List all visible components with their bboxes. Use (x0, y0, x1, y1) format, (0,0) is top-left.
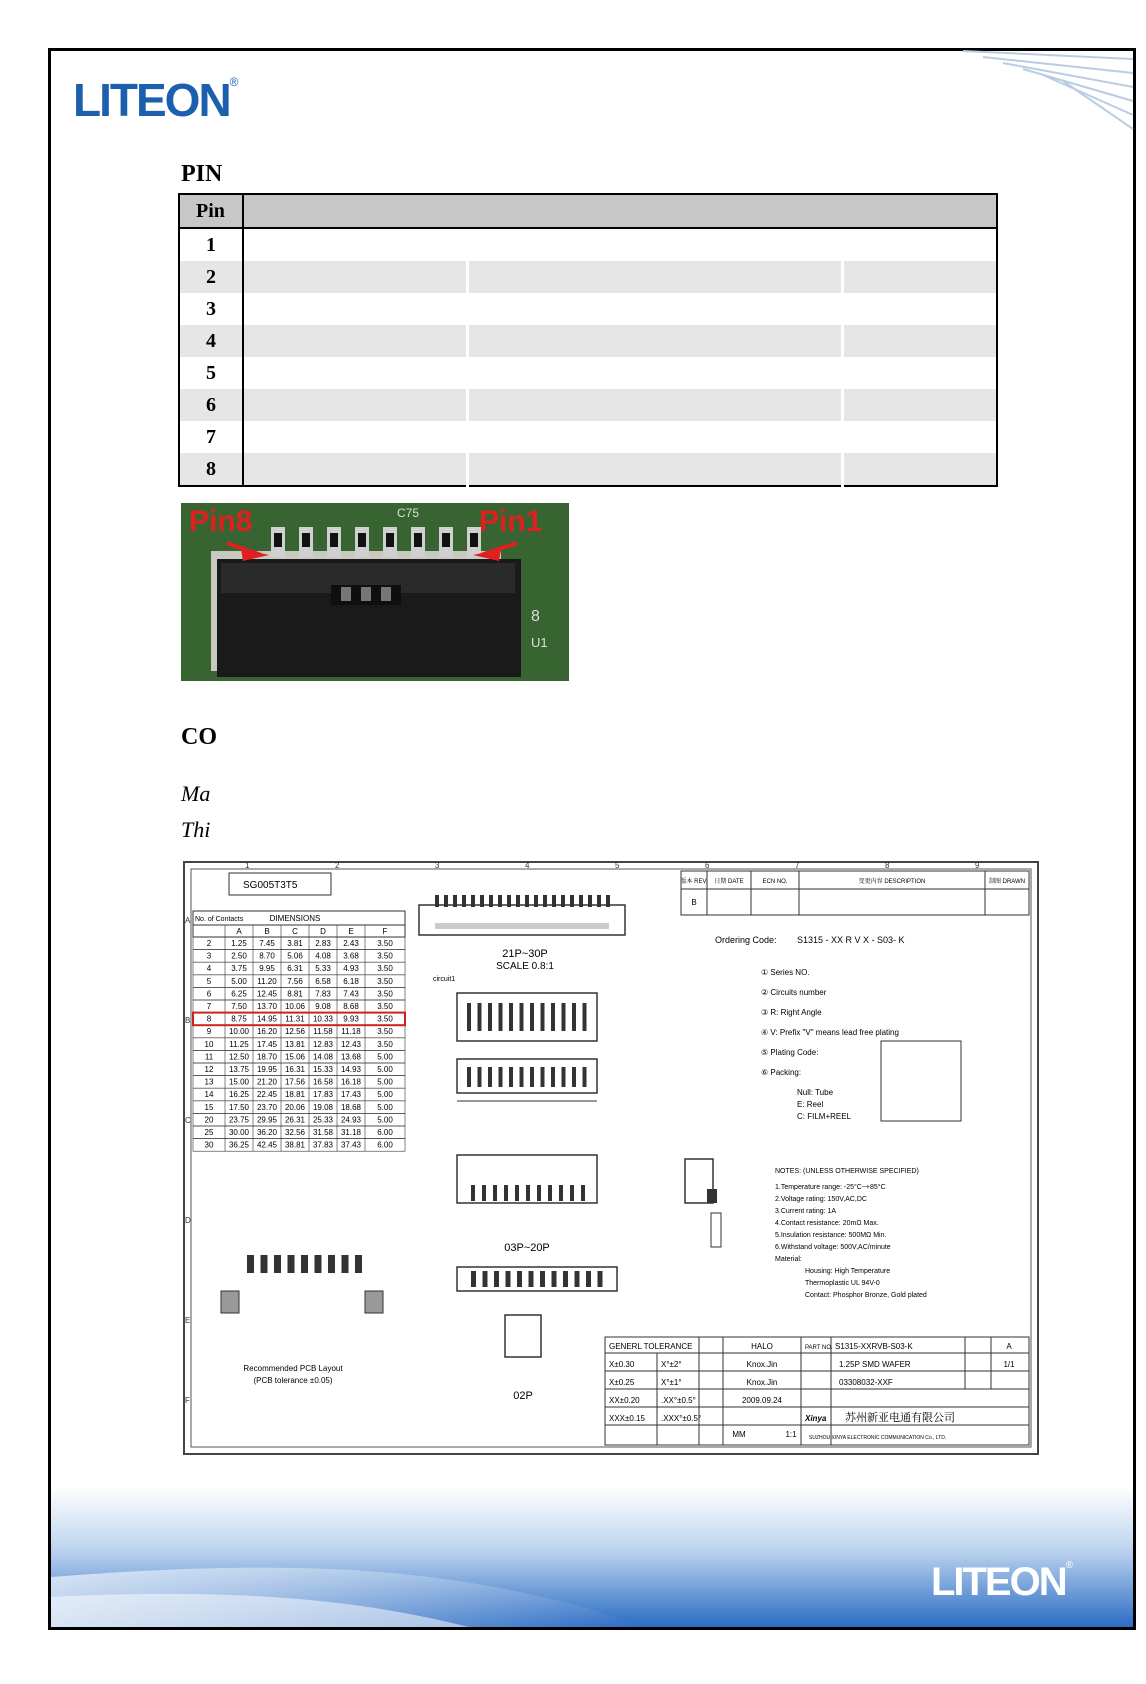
dimension-cell: 13.75 (228, 1065, 250, 1074)
photo-pin8-label: Pin8 (189, 505, 253, 538)
dimension-col-head: D (320, 927, 326, 936)
note-line: 1.Temperature range: -25°C~+85°C (775, 1184, 886, 1191)
dimension-cell: 13 (204, 1077, 214, 1087)
dimension-cell: 4 (206, 964, 212, 974)
dimension-cell: 8.81 (287, 989, 303, 999)
title-block-drawn: HALO (751, 1342, 773, 1351)
ordering-item: ⑥ Packing: (761, 1068, 802, 1077)
connector-line-2: Thi (181, 817, 211, 842)
note-line: 4.Contact resistance: 20mΩ Max. (775, 1220, 879, 1227)
dimension-cell: 24.93 (340, 1115, 362, 1125)
packing-item: Null: Tube (797, 1088, 834, 1097)
top-view-connector (419, 895, 625, 983)
title-block-approved: Knox.Jin (746, 1378, 778, 1387)
logo-registered-mark: ® (229, 75, 239, 89)
note-line: 3.Current rating: 1A (775, 1208, 837, 1215)
dimension-cell: 16.31 (284, 1065, 306, 1074)
header-stripes-decoration (943, 51, 1133, 141)
ordering-item: ④ V: Prefix "V" means lead free plating (761, 1028, 899, 1037)
dimension-cell: 18.68 (340, 1102, 362, 1112)
title-block-title: 1.25P SMD WAFER (839, 1360, 911, 1369)
title-block (605, 1337, 1029, 1445)
dimension-cell: 2 (206, 939, 212, 948)
title-block-part-no: S1315-XXRVB-S03-K (835, 1342, 913, 1351)
tolerance-title: GENERL TOLERANCE (609, 1342, 693, 1351)
note-line: Material: (775, 1256, 802, 1263)
dimension-cell: 14 (204, 1090, 214, 1100)
photo-pin1-label: Pin1 (479, 505, 543, 538)
notes-title: NOTES: (UNLESS OTHERWISE SPECIFIED) (775, 1168, 919, 1175)
ordering-item: ① Series NO. (761, 968, 810, 977)
revision-head: 日期 DATE (714, 879, 744, 885)
dimension-cell: 8.68 (343, 1002, 359, 1011)
footer-logo-text: LITEON (930, 1560, 1066, 1604)
tolerance-angular: X°±1° (661, 1378, 682, 1387)
dimension-cell: 31.58 (312, 1128, 334, 1137)
dimension-cell: 12.56 (284, 1027, 306, 1037)
dimension-cell: 12.50 (228, 1052, 250, 1062)
dimension-cell: 11.20 (257, 976, 277, 986)
svg-text:5: 5 (615, 861, 620, 870)
dimension-cell: 42.45 (256, 1140, 278, 1150)
svg-text:C: C (185, 1116, 191, 1125)
title-block-dwg-no: 03308032-XXF (839, 1378, 893, 1387)
dimension-cell: 20 (204, 1115, 214, 1125)
dimension-cell: 15.00 (228, 1077, 250, 1087)
dimension-cell: 15.33 (312, 1065, 334, 1074)
circuit-label: circuit1 (433, 976, 456, 983)
connector-engineering-drawing (183, 861, 1039, 1455)
dimension-cell: 5 (206, 976, 212, 986)
dimension-cell: 8.75 (231, 1014, 247, 1024)
title-block-scale: 1:1 (785, 1430, 797, 1439)
view-02p-label: 02P (513, 1390, 533, 1402)
dimension-cell: 5.06 (287, 951, 303, 961)
dimension-cell: 13.70 (256, 1002, 278, 1011)
footer-logo-mark: ® (1065, 1560, 1073, 1571)
dimension-cell: 1.25 (231, 939, 247, 948)
tolerance-linear: XX±0.20 (609, 1396, 640, 1405)
svg-text:7: 7 (795, 861, 800, 870)
dimension-cell: 3.50 (377, 1014, 393, 1024)
dimension-cell: 16.25 (228, 1090, 250, 1100)
dimension-cell: 5.00 (377, 1115, 393, 1125)
title-block-sheet: 1/1 (1003, 1360, 1015, 1369)
dimension-cell: 6.00 (377, 1140, 393, 1150)
dimension-col-head: C (292, 927, 298, 936)
dimension-cell: 10.06 (284, 1002, 306, 1011)
dimension-cell: 7.43 (343, 989, 359, 999)
pcb-tolerance-label: (PCB tolerance ±0.05) (253, 1376, 333, 1385)
dimension-cell: 25 (204, 1128, 214, 1137)
tolerance-linear: XXX±0.15 (609, 1414, 645, 1423)
pcb-layout-label: Recommended PCB Layout (243, 1364, 343, 1373)
dimension-col-head: E (348, 927, 354, 936)
footer-gradient-band (51, 1487, 1133, 1627)
dimension-cell: 25.33 (312, 1115, 334, 1125)
pin-number: 1 (179, 228, 243, 261)
svg-text:2: 2 (335, 861, 340, 870)
dimension-cell: 6.25 (231, 989, 247, 999)
dimension-cell: 3.50 (377, 951, 393, 961)
dimension-cell: 12.43 (340, 1039, 362, 1049)
revision-head: 变更内容 DESCRIPTION (858, 879, 926, 885)
svg-text:1: 1 (245, 861, 250, 870)
dimension-cell: 17.45 (256, 1039, 278, 1049)
dimension-cell: 7.50 (231, 1002, 247, 1011)
svg-text:6: 6 (705, 861, 710, 870)
dimension-cell: 10.00 (228, 1027, 250, 1037)
title-block-brand: Xinya (805, 1414, 827, 1423)
dimension-cell: 12.45 (256, 989, 278, 999)
dimension-cell: 13.81 (284, 1039, 306, 1049)
ordering-item: ② Circuits number (761, 988, 827, 997)
dimension-col-head: B (264, 927, 270, 936)
table-row (179, 293, 997, 325)
dimension-cell: 7 (206, 1002, 212, 1011)
pcb-layout (221, 1255, 383, 1385)
dimension-cell: 3.75 (231, 964, 247, 974)
dimension-cell: 6.18 (343, 976, 359, 986)
dimension-cell: 18.81 (284, 1090, 306, 1100)
table-row (179, 389, 997, 421)
tolerance-angular: X°±2° (661, 1360, 682, 1369)
photo-silk-8: 8 (531, 608, 540, 625)
dimension-cell: 17.56 (284, 1077, 306, 1087)
dimension-cell: 9.95 (259, 964, 275, 974)
dimension-cell: 10.33 (312, 1014, 334, 1024)
dimension-cell: 29.95 (256, 1115, 278, 1125)
dimension-cell: 11.31 (285, 1014, 305, 1024)
pin-number: 7 (179, 421, 243, 453)
dimension-cell: 3.50 (377, 1039, 393, 1049)
pin-header-blank (243, 194, 997, 228)
svg-text:A: A (185, 916, 191, 925)
dimension-col-head: A (236, 927, 242, 936)
ordering-item: ③ R: Right Angle (761, 1008, 822, 1017)
note-line: 6.Withstand voltage: 500V,AC/minute (775, 1244, 891, 1251)
dimension-cell: 5.33 (315, 964, 331, 974)
pin-section-title: PIN (181, 161, 223, 187)
revision-block (680, 871, 1029, 915)
dimension-cell: 12 (204, 1065, 214, 1074)
table-row (179, 453, 997, 486)
tolerance-linear: X±0.30 (609, 1360, 635, 1369)
connector-line-1: Ma (181, 781, 211, 806)
pin-column-header: Pin (179, 194, 243, 228)
dimension-cell: 5.00 (377, 1102, 393, 1112)
dimension-cell: 16.18 (340, 1077, 362, 1087)
dimension-cell: 11.58 (313, 1027, 333, 1037)
dimension-cell: 7.56 (287, 976, 303, 986)
note-line: Housing: High Temperature (805, 1268, 891, 1275)
dimension-cell: 3.50 (377, 964, 393, 974)
dimension-cell: 15.06 (284, 1052, 306, 1062)
drawing-title-box: SG005T3T5 (243, 880, 298, 891)
revision-head: 制图 DRAWN (988, 879, 1026, 885)
dimension-cell: 23.70 (256, 1102, 278, 1112)
revision-value: B (691, 898, 697, 907)
dimension-cell: 31.18 (340, 1128, 362, 1137)
dimension-cell: 18.70 (256, 1052, 278, 1062)
dimension-table-corner: No. of Contacts (195, 916, 244, 923)
logo-text: LITEON (73, 74, 230, 126)
revision-head: 版本 REV. (680, 879, 708, 885)
svg-text:8: 8 (885, 861, 890, 870)
connector-section-title: CO (181, 724, 217, 750)
dimension-cell: 6.58 (315, 976, 331, 986)
table-row (179, 228, 997, 261)
dimension-cell: 5.00 (377, 1090, 393, 1100)
tolerance-angular: .XX°±0.5° (661, 1396, 696, 1405)
dimension-cell: 19.08 (312, 1102, 334, 1112)
svg-text:F: F (185, 1396, 190, 1405)
dimension-cell: 20.06 (284, 1102, 306, 1112)
note-line: Thermoplastic UL 94V-0 (805, 1280, 880, 1287)
dimension-cell: 2.43 (343, 939, 359, 948)
title-block-company-en: SUZHOU XINYA ELECTRONIC COMMUNICATION Co., LTD. (809, 1435, 947, 1441)
dimension-cell: 36.20 (256, 1128, 278, 1137)
dimension-cell: 7.83 (315, 989, 331, 999)
dimension-cell: 5.00 (377, 1077, 393, 1087)
dimension-cell: 6.31 (287, 964, 303, 974)
ordering-code-value: S1315 - XX R V X - S03- K (797, 935, 905, 945)
dimension-cell: 3.50 (377, 1002, 393, 1011)
dimension-cell: 6.00 (377, 1128, 393, 1137)
title-block-rev: A (1006, 1342, 1012, 1351)
title-block-date: 2009.09.24 (741, 1396, 783, 1405)
dimension-cell: 3.50 (377, 989, 393, 999)
dimension-cell: 32.56 (284, 1128, 306, 1137)
dimension-cell: 9 (206, 1027, 212, 1037)
dimension-cell: 19.95 (256, 1065, 278, 1074)
revision-head: ECN NO. (762, 879, 788, 885)
dimension-cell: 3.81 (287, 939, 303, 948)
dimension-cell: 3.50 (377, 939, 393, 948)
dimension-cell: 3.50 (377, 1027, 393, 1037)
note-line: 2.Voltage rating: 150V,AC,DC (775, 1196, 867, 1203)
title-block-units: MM (732, 1430, 746, 1439)
dimension-cell: 9.08 (315, 1002, 331, 1011)
dimension-table-title: DIMENSIONS (269, 914, 321, 923)
dimension-cell: 7.45 (259, 939, 275, 948)
dimension-cell: 8 (206, 1014, 212, 1024)
dimension-cell: 13.68 (340, 1052, 362, 1062)
dimension-cell: 5.00 (377, 1065, 393, 1074)
dimension-cell: 21.20 (256, 1077, 278, 1087)
svg-text:3: 3 (435, 861, 440, 870)
dimension-cell: 17.83 (312, 1090, 334, 1100)
svg-text:D: D (185, 1216, 191, 1225)
view-scale-label: SCALE 0.8:1 (496, 961, 554, 972)
dimension-cell: 37.83 (312, 1140, 334, 1150)
dimension-cell: 17.43 (340, 1090, 362, 1100)
pin-number: 5 (179, 357, 243, 389)
ordering-item: ⑤ Plating Code: (761, 1048, 819, 1057)
dimension-cell: 5.00 (377, 1052, 393, 1062)
pin-number: 3 (179, 293, 243, 325)
notes-block (775, 1168, 927, 1299)
dimension-cell: 4.93 (343, 964, 359, 974)
tolerance-linear: X±0.25 (609, 1378, 635, 1387)
photo-silk-u1: U1 (531, 635, 548, 650)
table-row (179, 261, 997, 293)
dimension-cell: 30 (204, 1140, 214, 1150)
title-block-company-cn: 苏州新亚电通有限公司 (845, 1412, 955, 1424)
dimension-cell: 11.18 (341, 1027, 361, 1037)
dimension-cell: 37.43 (340, 1140, 362, 1150)
pin-number: 2 (179, 261, 243, 293)
dimension-cell: 38.81 (284, 1140, 306, 1150)
page-frame (48, 48, 1136, 1630)
svg-text:B: B (185, 1016, 191, 1025)
pin-table (178, 193, 998, 487)
packing-item: C: FILM+REEL (797, 1112, 852, 1121)
dimension-cell: 2.83 (315, 939, 331, 948)
ordering-code-label: Ordering Code: (715, 935, 777, 945)
dimension-cell: 30.00 (228, 1128, 250, 1137)
dimension-table (193, 873, 405, 1151)
pin-table-header (179, 194, 997, 228)
table-row (179, 325, 997, 357)
dimension-cell: 11 (204, 1052, 214, 1062)
dimension-cell: 3 (206, 951, 212, 961)
table-row (179, 357, 997, 389)
pin-number: 6 (179, 389, 243, 421)
dimension-cell: 17.50 (228, 1102, 250, 1112)
tolerance-angular: .XXX°±0.5° (661, 1414, 702, 1423)
dimension-cell: 16.58 (312, 1077, 334, 1087)
dimension-cell: 3.68 (343, 951, 359, 961)
dimension-cell: 9.93 (343, 1014, 359, 1024)
dimension-cell: 11.25 (229, 1039, 249, 1049)
dimension-cell: 23.75 (228, 1115, 250, 1125)
svg-text:9: 9 (975, 861, 980, 870)
dimension-cell: 10 (204, 1039, 214, 1049)
dimension-cell: 15 (204, 1102, 214, 1112)
dimension-cell: 16.20 (256, 1027, 278, 1037)
note-line: 5.Insulation resistance: 500MΩ Min. (775, 1232, 887, 1239)
dimension-cell: 12.83 (312, 1039, 334, 1049)
view-21p-30p-label: 21P~30P (502, 948, 548, 960)
title-block-checked: Knox.Jin (746, 1360, 778, 1369)
dimension-cell: 2.50 (231, 951, 247, 961)
dimension-cell: 3.50 (377, 976, 393, 986)
dimension-cell: 4.08 (315, 951, 331, 961)
photo-silk-c75: C75 (397, 506, 420, 520)
ordering-code (715, 935, 961, 1121)
note-line: Contact: Phosphor Bronze, Gold plated (805, 1292, 927, 1299)
dimension-cell: 26.31 (284, 1115, 306, 1125)
front-view-connector (457, 993, 721, 1402)
dimension-cell: 14.95 (256, 1014, 278, 1024)
dimension-cell: 36.25 (228, 1140, 250, 1150)
dimension-cell: 8.70 (259, 951, 275, 961)
dimension-cell: 5.00 (231, 976, 247, 986)
dimension-cell: 6 (206, 989, 212, 999)
view-03p-20p-label: 03P~20P (504, 1242, 550, 1254)
connector-photo (181, 503, 569, 681)
liteon-logo (73, 73, 239, 127)
pin-number: 8 (179, 453, 243, 486)
pin-number: 4 (179, 325, 243, 357)
svg-text:E: E (185, 1316, 191, 1325)
title-block-part-label: PART NO. (805, 1345, 833, 1351)
footer-liteon-logo (931, 1560, 1073, 1605)
dimension-cell: 22.45 (256, 1090, 278, 1100)
svg-text:4: 4 (525, 861, 530, 870)
packing-item: E: Reel (797, 1100, 824, 1109)
dimension-cell: 14.08 (312, 1052, 334, 1062)
dimension-col-head: F (382, 927, 388, 936)
table-row (179, 421, 997, 453)
dimension-cell: 14.93 (340, 1065, 362, 1074)
